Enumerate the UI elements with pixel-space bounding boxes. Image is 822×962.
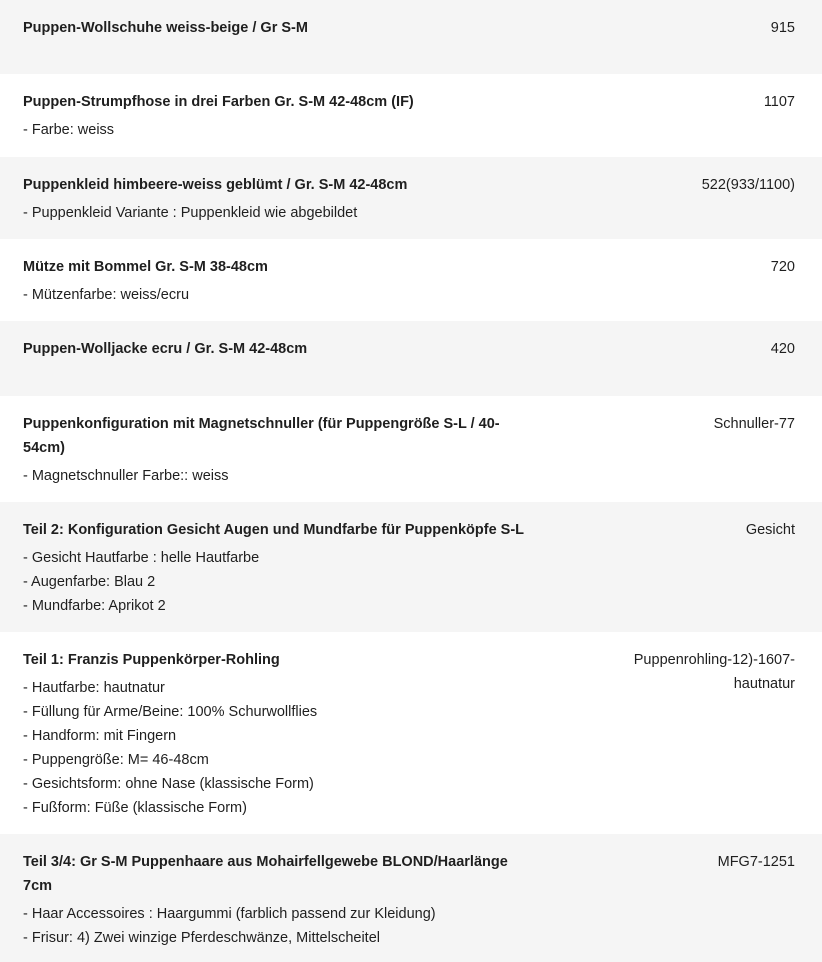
item-sku: 1107 bbox=[763, 94, 795, 110]
order-item-row bbox=[0, 239, 822, 321]
item-options bbox=[23, 464, 533, 488]
item-option: - Haar Accessoires : Haargummi (farblich passend zur Kleidung) bbox=[23, 906, 436, 922]
order-item-row bbox=[0, 834, 822, 962]
item-info bbox=[23, 90, 533, 142]
item-sku: Gesicht bbox=[745, 522, 795, 538]
item-options bbox=[23, 283, 533, 307]
item-sku: Puppenrohling-12)-1607-hautnatur bbox=[633, 652, 795, 692]
item-option: - Füllung für Arme/Beine: 100% Schurwollflies bbox=[23, 704, 318, 720]
item-name: Puppenkleid himbeere-weiss geblümt / Gr. S-M 42-48cm bbox=[23, 177, 408, 193]
item-option: - Frisur: 4) Zwei winzige Pferdeschwänze, Mittelscheitel bbox=[23, 930, 380, 946]
item-option: - Mützenfarbe: weiss/ecru bbox=[23, 287, 190, 303]
item-name: Teil 3/4: Gr S-M Puppenhaare aus Mohairfellgewebe BLOND/Haarlänge 7cm bbox=[23, 854, 508, 894]
item-option: - Mundfarbe: Aprikot 2 bbox=[23, 598, 166, 614]
item-sku: 420 bbox=[770, 341, 795, 357]
item-name: Teil 1: Franzis Puppenkörper-Rohling bbox=[23, 652, 280, 668]
item-sku: 720 bbox=[770, 259, 795, 275]
item-name: Teil 2: Konfiguration Gesicht Augen und Mundfarbe für Puppenköpfe S-L bbox=[23, 522, 525, 538]
order-item-row bbox=[0, 502, 822, 632]
item-info bbox=[23, 173, 533, 225]
item-options bbox=[23, 902, 533, 950]
order-item-row bbox=[0, 321, 822, 396]
item-info bbox=[23, 16, 533, 40]
item-option: - Gesicht Hautfarbe : helle Hautfarbe bbox=[23, 550, 260, 566]
order-item-row bbox=[0, 632, 822, 834]
item-info bbox=[23, 337, 533, 361]
item-option: - Gesichtsform: ohne Nase (klassische Form) bbox=[23, 776, 314, 792]
item-info bbox=[23, 518, 533, 618]
item-option: - Magnetschnuller Farbe:: weiss bbox=[23, 468, 229, 484]
item-options bbox=[23, 676, 533, 820]
item-option: - Hautfarbe: hautnatur bbox=[23, 680, 165, 696]
item-info bbox=[23, 648, 533, 820]
item-sku: MFG7-1251 bbox=[717, 854, 795, 870]
item-option: - Augenfarbe: Blau 2 bbox=[23, 574, 156, 590]
order-item-row bbox=[0, 157, 822, 239]
item-name: Puppen-Wolljacke ecru / Gr. S-M 42-48cm bbox=[23, 341, 308, 357]
order-item-row bbox=[0, 0, 822, 74]
item-info bbox=[23, 255, 533, 307]
item-options bbox=[23, 118, 533, 142]
item-name: Puppen-Wollschuhe weiss-beige / Gr S-M bbox=[23, 20, 308, 36]
item-info bbox=[23, 412, 533, 488]
item-option: - Puppenkleid Variante : Puppenkleid wie abgebildet bbox=[23, 205, 358, 221]
item-option: - Fußform: Füße (klassische Form) bbox=[23, 800, 247, 816]
item-name: Puppenkonfiguration mit Magnetschnuller (für Puppengröße S-L / 40-54cm) bbox=[23, 416, 500, 456]
item-option: - Puppengröße: M= 46-48cm bbox=[23, 752, 209, 768]
item-name: Puppen-Strumpfhose in drei Farben Gr. S-M 42-48cm (IF) bbox=[23, 94, 414, 110]
item-options bbox=[23, 201, 533, 225]
item-sku: 522(933/1100) bbox=[701, 177, 795, 193]
item-sku: 915 bbox=[770, 20, 795, 36]
item-options bbox=[23, 546, 533, 618]
item-sku: Schnuller-77 bbox=[713, 416, 795, 432]
item-info bbox=[23, 850, 533, 950]
item-option: - Farbe: weiss bbox=[23, 122, 115, 138]
order-item-row bbox=[0, 396, 822, 502]
item-option: - Handform: mit Fingern bbox=[23, 728, 177, 744]
order-item-row bbox=[0, 74, 822, 157]
item-name: Mütze mit Bommel Gr. S-M 38-48cm bbox=[23, 259, 268, 275]
